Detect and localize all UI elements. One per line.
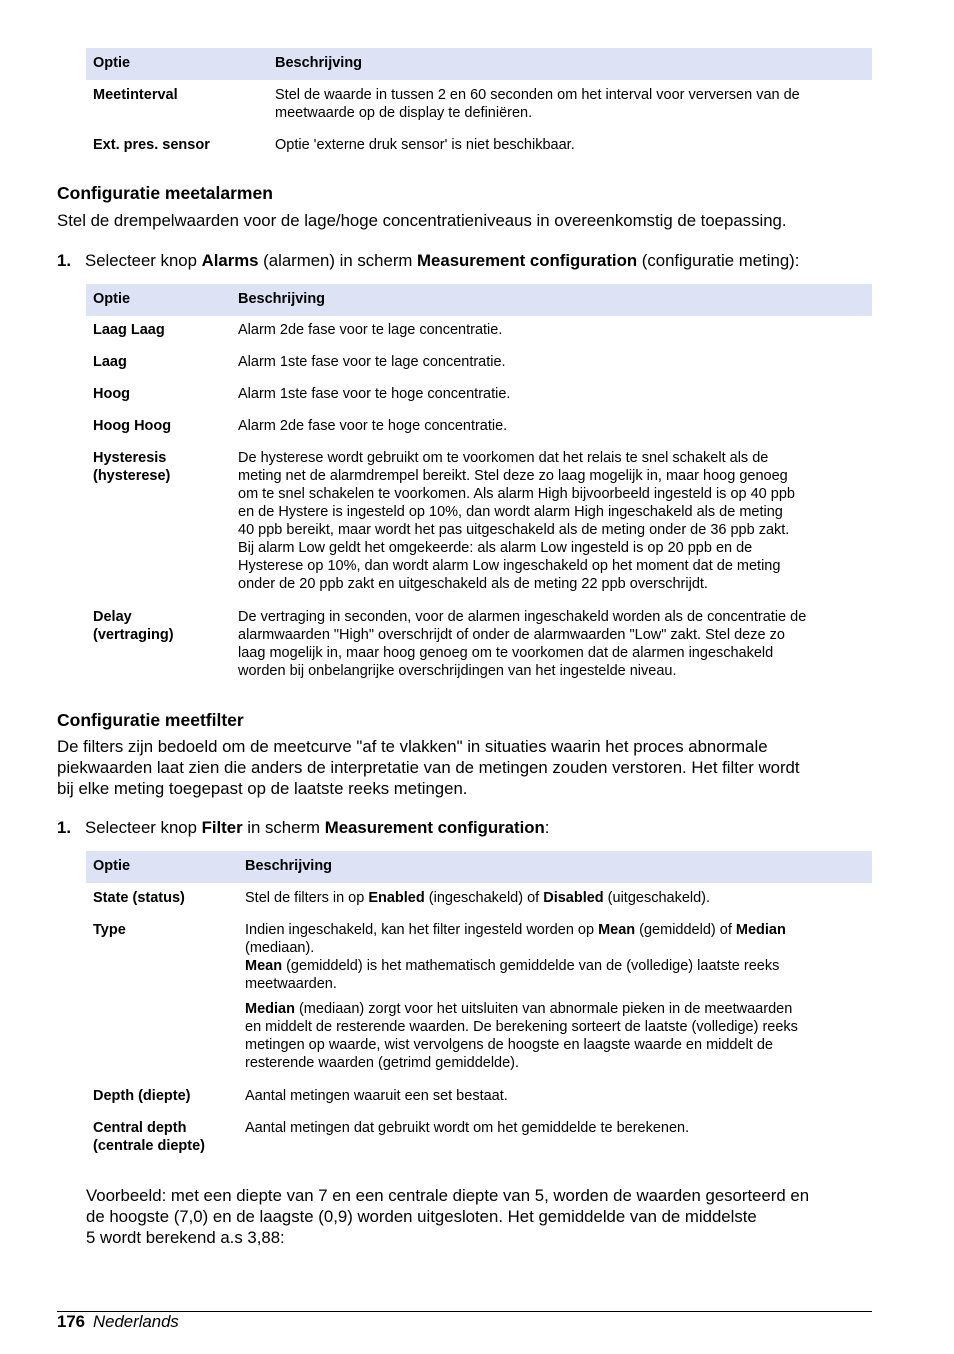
row-label: Meetinterval: [93, 87, 178, 103]
row-label: Laag: [93, 354, 127, 370]
row-label: Depth (diepte): [93, 1088, 191, 1104]
row-desc: Alarm 2de fase voor te lage concentratie.: [238, 322, 503, 338]
filter-intro: De filters zijn bedoeld om de meetcurve "af te vlakken" in situaties waarin het proces abnormale piekwaarden laat zien die anders de interpretatie van de metingen zouden verstoren. Het filter wordt bij elke meting toegepast op de laatste reeks metingen.: [57, 737, 800, 798]
row-label: Hoog: [93, 386, 131, 402]
row-label: Hysteresis (hysterese): [93, 450, 171, 484]
row-desc: Indien ingeschakeld, kan het filter ingesteld worden op Mean (gemiddeld) of Median (mediaan). Mean (gemiddeld) is het mathematisch gemiddelde van de (volledige) laatste reeks meetwaarden. Median (mediaan) zorgt voor het uitsluiten van abnormale pieken in de meetwaarden en middelt de resterende waarden. De berekening sorteert de laatste (volledige) reeks metingen op waarde, wist vervolgens de hoogste en laagste waarde en middelt de resterende waarden (getrimd gemiddelde).: [245, 922, 798, 1071]
header-beschrijving: Beschrijving: [275, 55, 363, 71]
step-text: Selecteer knop Alarms (alarmen) in scherm Measurement configuration (configuratie meting):: [85, 251, 800, 270]
row-desc: Stel de waarde in tussen 2 en 60 seconden om het interval voor verversen van de meetwaarde op de display te definiëren.: [275, 87, 800, 121]
row-desc: De vertraging in seconden, voor de alarmen ingeschakeld worden als de concentratie de alarmwaarden "High" overschrijdt of onder de alarmwaarden "Low" zakt. Stel deze zo laag mogelijk in, maar hoog genoeg om te voorkomen dat de alarmen ingeschakeld worden bij onbelangrijke overschrijdingen van het ingestelde niveau.: [238, 609, 807, 679]
row-desc: Alarm 1ste fase voor te hoge concentratie.: [238, 386, 511, 402]
table-header: [86, 48, 872, 80]
table-header: [86, 851, 872, 883]
row-label: Type: [93, 922, 126, 938]
row-label: State (status): [93, 890, 185, 906]
row-desc: Alarm 2de fase voor te hoge concentratie.: [238, 418, 508, 434]
row-label: Delay (vertraging): [93, 609, 174, 643]
row-desc: Optie 'externe druk sensor' is niet beschikbaar.: [275, 137, 575, 153]
footer: [57, 1312, 179, 1332]
footer-language: Nederlands: [93, 1312, 179, 1331]
header-beschrijving: Beschrijving: [238, 291, 326, 307]
alarms-intro: Stel de drempelwaarden voor de lage/hoge concentratieniveaus in overeenkomstig de toepassing.: [57, 211, 787, 230]
table-header: [86, 284, 872, 316]
row-label: Laag Laag: [93, 322, 165, 338]
page-number: 176: [57, 1312, 85, 1331]
section-heading-filter: Configuratie meetfilter: [57, 710, 244, 730]
row-desc: De hysterese wordt gebruikt om te voorkomen dat het relais te snel schakelt als de meting net de alarmdrempel bereikt. Stel deze zo laag mogelijk in, maar hoog genoeg om te snel schakelen te voorkomen. Als alarm High bijvoorbeeld ingesteld is op 40 ppb en de Hystere is ingesteld op 10%, dan wordt alarm High ingeschakeld als de meting 40 ppb bereikt, maar wordt het pas uitgeschakeld als de meting onder de 36 ppb zakt. Bij alarm Low geldt het omgekeerde: als alarm Low ingesteld is op 20 ppb en de Hysterese op 10%, dan wordt alarm Low ingeschakeld op het moment dat de meting onder de 20 ppb zakt en uitgeschakeld als de meting 22 ppb overschrijdt.: [238, 450, 795, 592]
row-desc: Aantal metingen dat gebruikt wordt om het gemiddelde te berekenen.: [245, 1120, 690, 1136]
header-optie: Optie: [93, 291, 131, 307]
step-number: 1.: [57, 251, 71, 270]
section-heading-alarms: Configuratie meetalarmen: [57, 183, 273, 203]
header-optie: Optie: [93, 55, 131, 71]
row-label: Ext. pres. sensor: [93, 137, 210, 153]
row-desc: Aantal metingen waaruit een set bestaat.: [245, 1088, 508, 1104]
row-label: Hoog Hoog: [93, 418, 172, 434]
row-desc: Stel de filters in op Enabled (ingeschakeld) of Disabled (uitgeschakeld).: [245, 890, 711, 906]
row-label: Central depth (centrale diepte): [93, 1120, 205, 1154]
step-text: Selecteer knop Filter in scherm Measurement configuration:: [85, 818, 550, 837]
header-optie: Optie: [93, 858, 131, 874]
example-paragraph: Voorbeeld: met een diepte van 7 en een centrale diepte van 5, worden de waarden gesorteerd en de hoogste (7,0) en de laagste (0,9) worden uitgesloten. Het gemiddelde van de middelste 5 wordt berekend a.s 3,88:: [86, 1186, 810, 1247]
row-desc: Alarm 1ste fase voor te lage concentratie.: [238, 354, 506, 370]
header-beschrijving: Beschrijving: [245, 858, 333, 874]
footer-rule: [57, 1311, 872, 1312]
step-number: 1.: [57, 818, 71, 837]
